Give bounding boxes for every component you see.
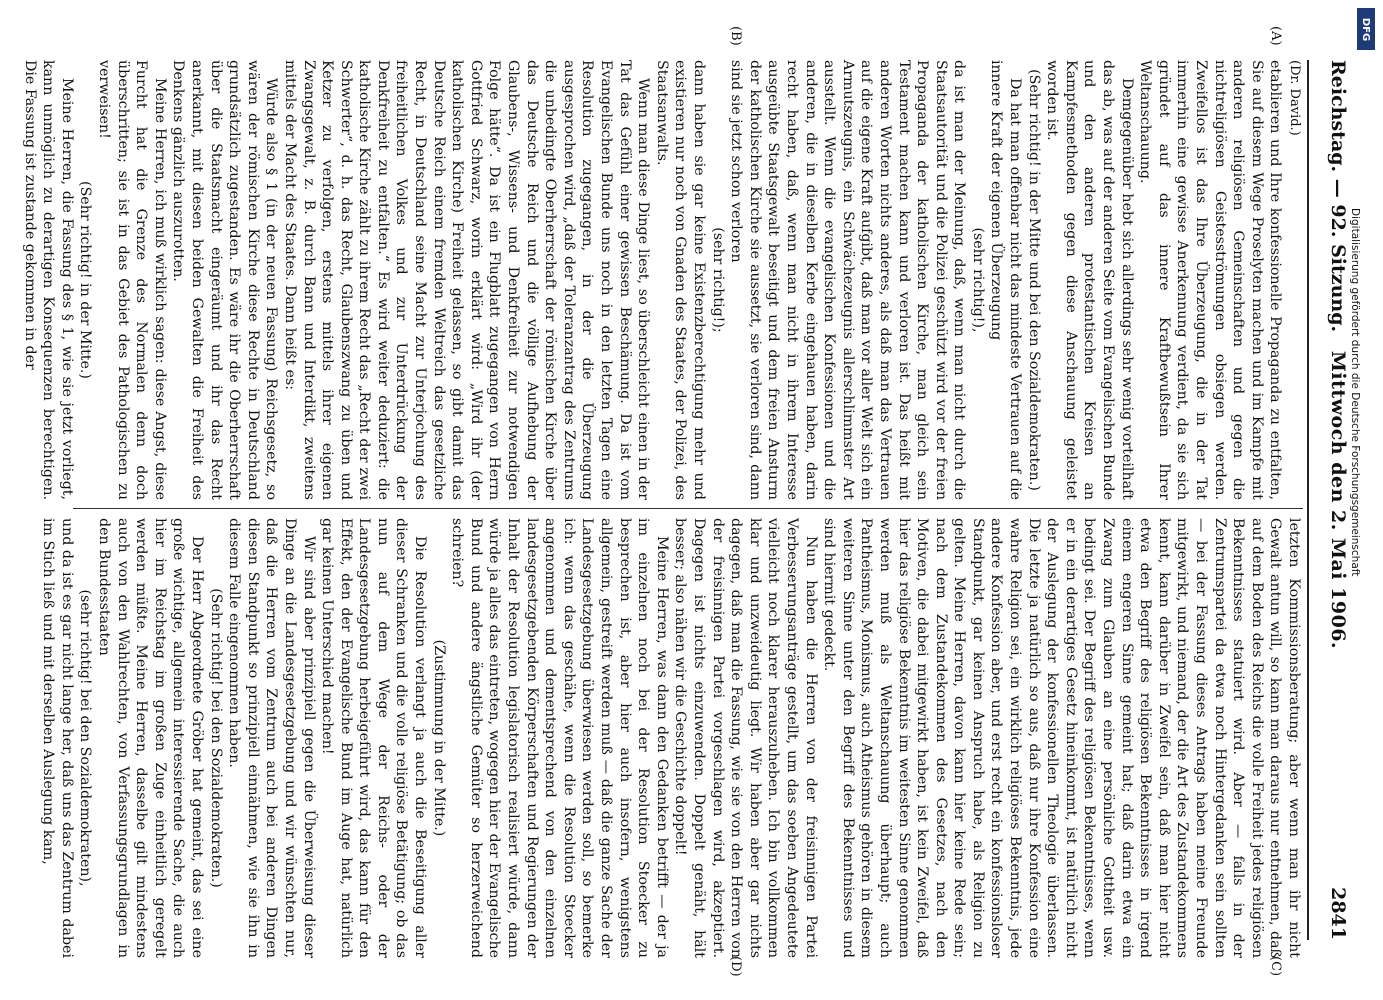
paragraph: Wenn man diese Dinge liest, so überschleicht einen in der Tat das Gefühl einer gewissen Beschämung. Da ist vom Evangelischen Bunde uns noch in den letzten Tagen eine Resolution zugegangen, in der die Überzeugung ausgesprochen wird, „daß der Toleranzantrag des Zentrums die unbedingte Oberherrschaft der römischen Kirche über das Deutsche Reich und die völlige Aufhebung der Glaubens-, Wissens- und Denkfreiheit zur notwendigen Folge hätte“. Da ist ein Flugblatt zugegangen von Herrn Gottfried Schwarz, worin erklärt wird: „Wird ihr (der katholischen Kirche) Freiheit gelassen, so gibt damit das Deutsche Reich einem fremden Weltreich das gesetzliche Recht, in Deutschland seine Macht zur Unterjochung des freiheitlichen Volkes und zur Unterdrückung der Denkfreiheit zu entfalten.“ Es wird weiter deduziert: die katholische Kirche zählt zu ihrem Recht das „Recht der zwei Schwerter“, d. h. das Recht, Glaubenszwang zu üben und Ketzer zu verfolgen, erstens mittels ihrer eigenen Zwangsgewalt, z. B. durch Bann und Interdikt, zweitens mittels der Macht des Staates. Dann heißt es: (281, 60, 652, 500)
header-rule (1307, 60, 1309, 940)
right-column (40, 518, 1303, 958)
paragraph: und da ist es gar nicht lange her, daß uns das Zentrum dabei im Stich ließ und mit derselben Auslegung kam, (40, 518, 75, 958)
paragraph: Meine Herren, was dann den Gedanken betrifft — der ja im einzelnen noch bei der Resolution Stoecker zu besprechen ist, aber hier auch insofern, wenigstens allgemein, gestreift werden muß — daß die ganze Sache der Landesgesetzgebung überwiesen werden soll, so bemerke ich: wenn das geschähe, wenn die Resolution Stoecker angenommen und dementsprechend von den einzelnen landesgesetzgebenden Körperschaften und Regierungen der Inhalt der Resolution legislatorisch realisiert würde, dann würde ja alles das eintreten, wogegen hier der Evangelische Bund und andere ängstliche Gemüter so herzerweichend schreien? (449, 518, 670, 958)
interjection: (sehr richtig!); (709, 227, 726, 333)
margin-mark-a: (A) (1268, 26, 1283, 46)
paragraph: Meine Herren, ich muß wirklich sagen: diese Angst, diese Furcht hat die Grenze des Normalen denn doch überschritten; sie ist in das Gebiet des Pathologischen zu verweisen! (96, 60, 168, 500)
paragraph: etablieren und Ihre konfessionelle Propaganda zu entfalten, Sie auf diesem Wege Proselyten machen und im Kampfe mit anderen religiösen Gemeinschaften und gegen die nichtreligiösen Geistesströmungen obsiegen werden. Zweifellos ist das Ihre Überzeugung, die in der Tat immerhin eine gewisse Anerkennung verdient, da sie sich gründet auf das innere Kraftbewußtsein Ihrer Weltanschauung. (1137, 60, 1284, 500)
paragraph: Wir sind aber prinzipiell gegen die Überweisung dieser Dinge an die Landesgesetzgebung und wir wünschten nur, daß die Herren vom Zentrum auch bei anderen Dingen diesen Standpunkt so prinzipiell einnähmen, wie sie ihn in diesem Falle eingenommen haben. (226, 518, 317, 958)
paragraph: Würde also § 1 (in der neuen Fassung) Reichsgesetz, so wären der römischen Kirche diese Rechte in Deutschland grundsätzlich zugestanden. Es wäre ihr die Oberherrschaft über die Staatsmacht eingeräumt und ihr das Recht anerkannt, mit diesen beiden Gewalten die Freiheit des Denkens gänzlich auszurotten. (170, 60, 280, 500)
header-center: Mittwoch den 2. Mai 1906. (1327, 350, 1349, 650)
margin-mark-b: (B) (728, 26, 743, 46)
column-divider (73, 508, 1303, 509)
paragraph: letzten Kommissionsberatung; aber wenn man ihr nicht Gewalt antun will, so kann man daraus nur entnehmen, daß auf dem Boden des Reichs die volle Freiheit jedes religiösen Bekenntnisses statuiert wird. Aber — falls in der Zentrumspartei da etwa noch Hintergedanken sein sollten — bei der Fassung dieses Antrags haben meine Freunde mitgewirkt, und niemand, der die Art des Zustandekommens kennt, kann darüber in Zweifel sein, daß man hier nicht etwa den Begriff des religiösen Bekenntnisses in irgend einem engeren Sinne gemeint hat; daß darin etwa ein Zwang zum Glauben an eine persönliche Gottheit usw. bedingt sei. Der Begriff des religiösen Bekenntnisses, wenn er in ein derartiges Gesetz hineinkommt, ist natürlich nicht der Auslegung der konfessionellen Theologie überlassen. Die letzte ja natürlich so aus, daß nur ihre Konfession eine wahre Religion sei, ein wirklich religiöses Bekenntnis, jede andere Konfession aber, und erst recht ein konfessionsloser Standpunkt, gar keinen Anspruch habe, als Religion zu gelten. Meine Herren, davon kann hier keine Rede sein; nach dem Zustandekommen des Gesetzes, nach den Motiven, die dabei mitgewirkt haben, ist kein Zweifel, daß hier das religiöse Bekenntnis im weitesten Sinne genommen werden muß als Weltanschauung überhaupt; auch Pantheismus, Monismus, auch Atheismus gehören in diesem weiteren Sinne unter den Begriff des Bekenntnisses und sind hiermit gedeckt. (821, 518, 1302, 958)
interjection: (sehr richtig!), (969, 227, 986, 333)
dfg-logo-icon: DFG (1357, 8, 1375, 50)
margin-mark-d: (D) (728, 956, 743, 977)
paragraph: da ist man der Meinung, daß, wenn man nicht durch die Staatsautorität und die Polizei geschützt wird vor der freien Propaganda der katholischen Kirche, man gleich sein Testament machen kann und verloren ist. Das heißt mit anderen Worten nichts anderes, als daß man das Vertrauen auf die eigene Kraft aufgibt, daß man vor aller Welt sich ein Armutszeugnis, ein Schwächezeugnis allerschlimmster Art ausstellt. Wenn die evangelischen Konfessionen und die anderen, die in dieselben Kerbe eingehauen haben, darin recht haben, daß, wenn man nicht in ihrem Interesse ausgeübte Staatsgewalt beseitigt und dem freien Ansturm der katholischen Kirche sie aussetzt, sie verloren sind, dann sind sie jetzt schon verloren (728, 60, 968, 500)
interjection: (Sehr richtig! bei den Sozialdemokraten.) (207, 588, 224, 888)
margin-mark-c: (C) (1268, 956, 1283, 977)
paragraph: Da hat man offenbar nicht das mindeste Vertrauen auf die innere Kraft der eigenen Überzeugung (988, 60, 1024, 500)
digitization-credit (1349, 8, 1378, 992)
header-left: Reichstag. — 92. Sitzung. (1327, 60, 1349, 333)
paragraph: Die Resolution verlangt ja auch die Beseitigung aller dieser Schranken und die volle religiöse Betätigung; ob das nun auf dem Wege der Reichs- oder der Landesgesetzgebung herbeigeführt wird, das kann für den Effekt, den der Evangelische Bund im Auge hat, natürlich gar keinen Unterschied machen! (319, 518, 429, 958)
interjection: (Zustimmung in der Mitte.) (430, 639, 447, 837)
credit-text: Digitalisierung gefördert durch die Deutsche Forschungsgemeinschaft (1349, 208, 1361, 577)
interjection: (sehr richtig! bei den Sozialdemokraten), (77, 589, 94, 887)
paragraph: Der Herr Abgeordnete Gröber hat gemeint, das sei eine große wichtige, allgemein interessierende Sache, die auch hier im Reichstag im großen Zuge einheitlich geregelt werden müßte. Meine Herren, dasselbe gilt mindestens auch von den Wahlrechten, von Verfassungsgrundlagen in den Bundesstaaten (96, 518, 205, 958)
paragraph: Meine Herren, die Fassung des § 1, wie sie jetzt vorliegt, kann unmöglich zu derartigen Konsequenzen berechtigen. Die Fassung ist zustande gekommen in der (21, 60, 75, 500)
speaker-label: (Dr. David.) (1287, 60, 1302, 136)
paragraph: Demgegenüber hebt sich allerdings sehr wenig vorteilhaft das ab, was auf der anderen Seite vom Evangelischen Bunde und den anderen protestantischen Kreisen an Kampfesmethoden gegen diese Anschauung geleistet worden ist. (1044, 60, 1135, 500)
interjection: (Sehr richtig! in der Mitte und bei den Sozialdemokraten.) (1025, 69, 1042, 491)
paragraph: dann haben sie gar keine Existenzberechtigung mehr und existieren nur noch von Gnaden des Staates, der Polizei, des Staatsanwalts. (653, 60, 707, 500)
interjection: (Sehr richtig! in der Mitte.) (77, 181, 94, 379)
left-column (21, 60, 1303, 500)
page-number: 2841 (1327, 887, 1349, 940)
paragraph: Nun haben die Herren von der freisinnigen Partei Verbesserungsanträge gestellt, um das soeben Angedeutete vielleicht noch klarer herauszuheben. Ich bin vollkommen klar und unzweideutig liegt. Wir haben aber gar nichts dagegen, daß man die Fassung, wie sie von den Herren von der freisinnigen Partei vorgeschlagen wird, akzeptiert. Dagegen ist nichts einzuwenden. Doppelt genäht, hält besser; also nähen wir die Geschichte doppelt! (672, 518, 819, 958)
